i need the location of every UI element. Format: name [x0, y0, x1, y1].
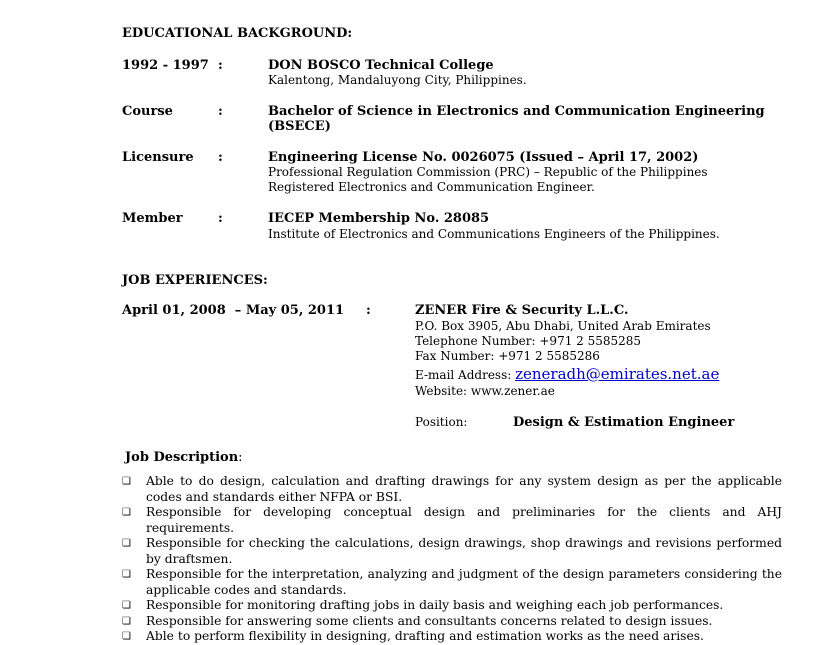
- checkbox-bullet-icon: ❏: [122, 569, 131, 580]
- position-title: Design & Estimation Engineer: [513, 415, 735, 430]
- checkbox-bullet-icon: ❏: [122, 600, 131, 611]
- job-description-list: [122, 474, 782, 645]
- email-link[interactable]: zeneradh@emirates.net.ae: [515, 365, 720, 383]
- company-fax: Fax Number: +971 2 5585286: [415, 349, 600, 363]
- list-item-text: Responsible for the interpretation, analyzing and judgment of the design parameters considering the applicable codes and standards.: [146, 567, 782, 597]
- list-item: [122, 598, 782, 614]
- job-description-heading: [125, 446, 243, 465]
- job-description-title: Job Description: [125, 450, 239, 465]
- membership-title: IECEP Membership No. 28085: [268, 211, 490, 226]
- company-address: P.O. Box 3905, Abu Dhabi, United Arab Emirates: [415, 319, 711, 333]
- list-item: [122, 567, 782, 598]
- license-line-1: Professional Regulation Commission (PRC) – Republic of the Philippines: [268, 165, 708, 179]
- checkbox-bullet-icon: ❏: [122, 631, 131, 642]
- member-label: Member: [122, 211, 183, 226]
- course-colon: :: [218, 104, 223, 119]
- checkbox-bullet-icon: ❏: [122, 538, 131, 549]
- company-website: Website: www.zener.ae: [415, 384, 555, 398]
- licensure-colon: :: [218, 150, 223, 165]
- jobs-heading: JOB EXPERIENCES:: [122, 273, 268, 288]
- member-colon: :: [218, 211, 223, 226]
- checkbox-bullet-icon: ❏: [122, 476, 131, 487]
- membership-org: Institute of Electronics and Communications Engineers of the Philippines.: [268, 227, 720, 241]
- list-item: [122, 629, 782, 645]
- list-item: [122, 614, 782, 630]
- licensure-label: Licensure: [122, 150, 194, 165]
- list-item: [122, 474, 782, 505]
- license-line-2: Registered Electronics and Communication Engineer.: [268, 180, 595, 194]
- list-item: [122, 536, 782, 567]
- list-item: [122, 505, 782, 536]
- job-period-colon: :: [366, 303, 371, 318]
- course-abbrev: (BSECE): [268, 119, 331, 134]
- list-item-text: Responsible for checking the calculations, design drawings, shop drawings and revisions performed by draftsmen.: [146, 536, 782, 566]
- company-telephone: Telephone Number: +971 2 5585285: [415, 334, 642, 348]
- company-name: ZENER Fire & Security L.L.C.: [415, 303, 629, 318]
- job-period: April 01, 2008 – May 05, 2011: [122, 303, 345, 318]
- list-item-text: Responsible for developing conceptual design and preliminaries for the clients and AHJ requirements.: [146, 505, 782, 535]
- education-heading: EDUCATIONAL BACKGROUND:: [122, 26, 353, 41]
- email-label: E-mail Address:: [415, 368, 516, 382]
- list-item-text: Able to do design, calculation and drafting drawings for any system design as per the applicable codes and standards either NFPA or BSI.: [146, 474, 782, 504]
- education-years-label: 1992 - 1997: [122, 58, 209, 73]
- list-item-text: Responsible for answering some clients and consultants concerns related to design issues.: [146, 613, 713, 628]
- company-email-row: [415, 364, 719, 383]
- position-label: Position:: [415, 415, 468, 429]
- course-label: Course: [122, 104, 173, 119]
- school-name: DON BOSCO Technical College: [268, 58, 494, 73]
- checkbox-bullet-icon: ❏: [122, 615, 131, 627]
- list-item-text: Able to perform flexibility in designing, drafting and estimation works as the need arises.: [146, 629, 704, 643]
- school-address: Kalentong, Mandaluyong City, Philippines.: [268, 73, 527, 87]
- job-description-colon: :: [238, 450, 243, 465]
- education-years-colon: :: [218, 58, 223, 73]
- license-title: Engineering License No. 0026075 (Issued – April 17, 2002): [268, 150, 699, 165]
- course-title: Bachelor of Science in Electronics and Communication Engineering: [268, 104, 765, 119]
- list-item-text: Responsible for monitoring drafting jobs in daily basis and weighing each job performances.: [146, 598, 724, 612]
- checkbox-bullet-icon: ❏: [122, 507, 131, 518]
